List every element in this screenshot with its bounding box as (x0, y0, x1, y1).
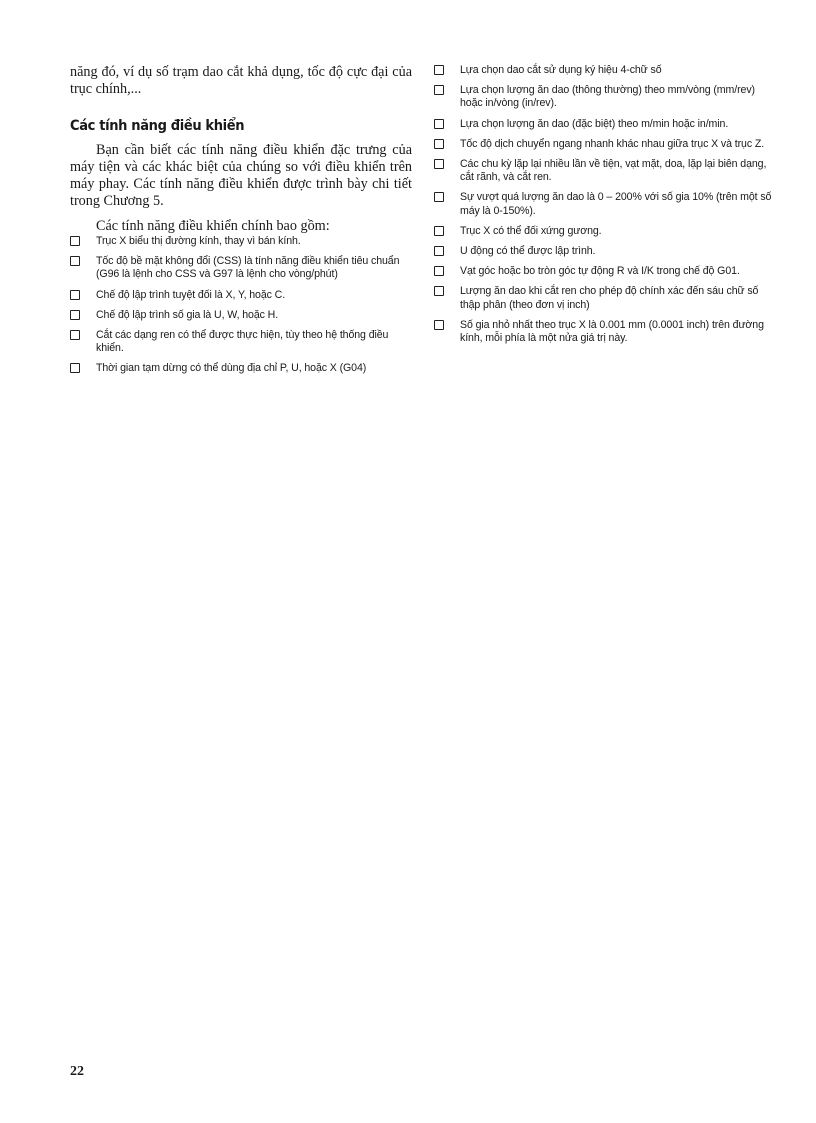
checkbox-bullet-icon (70, 236, 80, 246)
list-item: Vạt góc hoặc bo tròn góc tự động R và I/K trong chế độ G01. (434, 265, 776, 278)
section-heading: Các tính năng điều khiển (70, 118, 245, 134)
checkbox-bullet-icon (434, 226, 444, 236)
checkbox-bullet-icon (434, 320, 444, 330)
checkbox-bullet-icon (70, 256, 80, 266)
checkbox-bullet-icon (70, 310, 80, 320)
checkbox-bullet-icon (434, 159, 444, 169)
list-intro: Các tính năng điều khiển chính bao gồm: (96, 218, 330, 234)
checkbox-bullet-icon (434, 119, 444, 129)
checkbox-bullet-icon (70, 330, 80, 340)
section-paragraph: Bạn cần biết các tính năng điều khiển đặc trưng của máy tiện và các khác biệt của chúng so với điều khiển trên máy phay. Các tính năng điều khiển được trình bày chi tiết trong Chương 5. (70, 142, 412, 209)
checkbox-bullet-icon (434, 286, 444, 296)
checkbox-bullet-icon (434, 139, 444, 149)
list-item: Thời gian tạm dừng có thể dùng địa chỉ P, U, hoặc X (G04) (70, 362, 412, 375)
right-feature-list (434, 64, 776, 345)
left-feature-list (70, 235, 412, 376)
list-item: Tốc độ dịch chuyển ngang nhanh khác nhau giữa trục X và trục Z. (434, 138, 776, 151)
list-item: Chế độ lập trình số gia là U, W, hoặc H. (70, 309, 412, 322)
list-item: Số gia nhỏ nhất theo trục X là 0.001 mm (0.0001 inch) trên đường kính, mỗi phía là một nửa giá trị này. (434, 319, 776, 345)
list-item: Tốc độ bề mặt không đổi (CSS) là tính năng điều khiển tiêu chuẩn (G96 là lệnh cho CSS và G97 là lệnh cho vòng/phút) (70, 255, 412, 281)
list-item: Lựa chọn lượng ăn dao (đặc biệt) theo m/min hoặc in/min. (434, 118, 776, 131)
checkbox-bullet-icon (434, 65, 444, 75)
list-item: Lựa chọn dao cắt sử dụng ký hiệu 4-chữ số (434, 64, 776, 77)
page-number: 22 (70, 1064, 84, 1079)
checkbox-bullet-icon (434, 266, 444, 276)
list-item: U động có thể được lập trình. (434, 245, 776, 258)
right-column (434, 64, 776, 352)
checkbox-bullet-icon (70, 290, 80, 300)
list-item: Cắt các dạng ren có thể được thực hiện, tùy theo hệ thống điều khiển. (70, 329, 412, 355)
intro-text: năng đó, ví dụ số trạm dao cắt khả dụng, tốc độ cực đại của trục chính,... (70, 64, 412, 97)
list-item: Lựa chọn lượng ăn dao (thông thường) theo mm/vòng (mm/rev) hoặc in/vòng (in/rev). (434, 84, 776, 110)
checkbox-bullet-icon (434, 246, 444, 256)
list-item: Chế độ lập trình tuyệt đối là X, Y, hoặc C. (70, 289, 412, 302)
checkbox-bullet-icon (434, 85, 444, 95)
list-item: Trục X biểu thị đường kính, thay vì bán kính. (70, 235, 412, 248)
list-item: Sự vượt quá lượng ăn dao là 0 – 200% với số gia 10% (trên một số máy là 0-150%). (434, 191, 776, 217)
list-item: Lượng ăn dao khi cắt ren cho phép độ chính xác đến sáu chữ số thập phân (theo đơn vị inch) (434, 285, 776, 311)
checkbox-bullet-icon (434, 192, 444, 202)
list-item: Trục X có thể đối xứng gương. (434, 225, 776, 238)
list-item: Các chu kỳ lặp lại nhiều lần về tiện, vạt mặt, doa, lặp lại biên dạng, cắt rãnh, và cắt ren. (434, 158, 776, 184)
checkbox-bullet-icon (70, 363, 80, 373)
left-column (70, 64, 412, 383)
